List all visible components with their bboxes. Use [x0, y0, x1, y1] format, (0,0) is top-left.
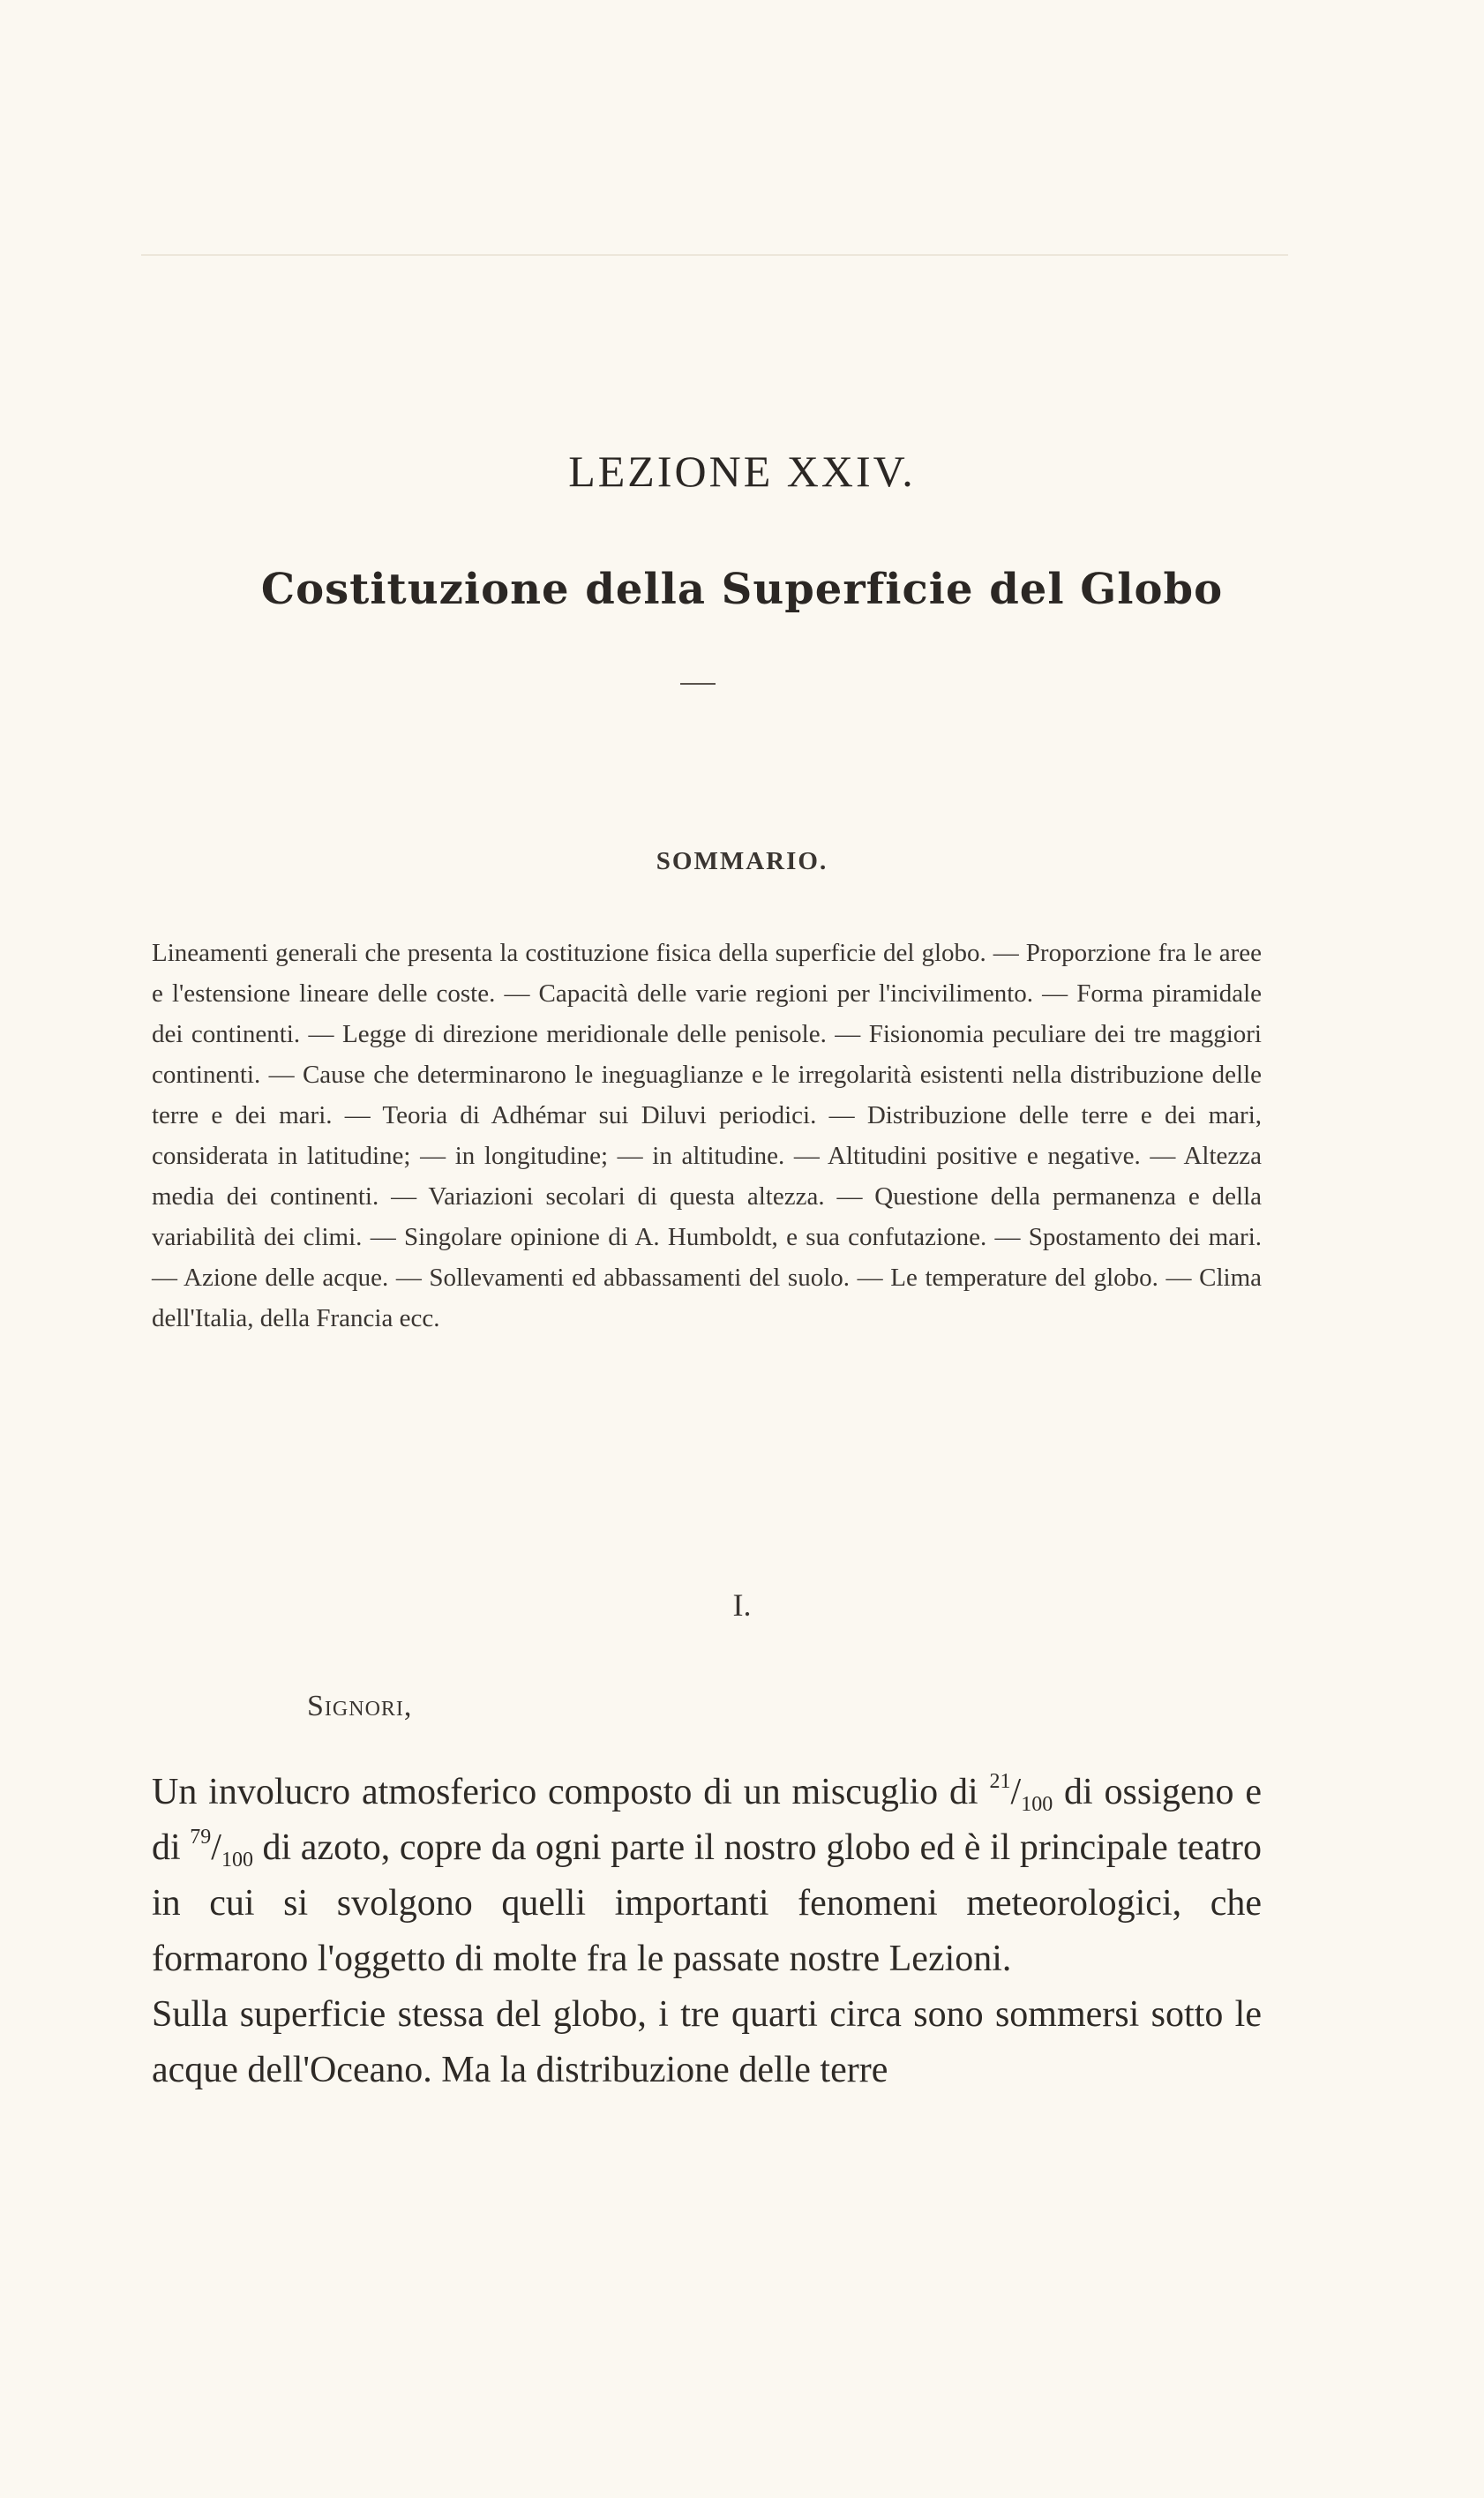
- summary-text: Lineamenti generali che presenta la costituzione fisica della superficie del globo. — Proporzione fra le aree e l'estensione lineare delle coste. — Capacità delle varie regioni per l'incivilimento. — Forma piramidale dei continenti. — Legge di direzione meridionale delle penisole. — Fisionomia peculiare dei tre maggiori continenti. — Cause che determinarono le ineguaglianze e le irregolarità esistenti nella distribuzione delle terre e dei mari. — Teoria di Adhémar sui Diluvi periodici. — Distribuzione delle terre e dei mari, considerata in latitudine; — in longitudine; — in altitudine. — Altitudini positive e negative. — Altezza media dei continenti. — Variazioni secolari di questa altezza. — Questione della permanenza e della variabilità dei climi. — Singolare opinione di A. Humboldt, e sua confutazione. — Spostamento dei mari. — Azione delle acque. — Sollevamenti ed abbassamenti del suolo. — Le temperature del globo. — Clima dell'Italia, della Francia ecc.: [152, 939, 1262, 1332]
- fraction-nitrogen: $^{79}/_{100}$: [190, 1826, 253, 1872]
- fraction-nitrogen-numerator: 79: [190, 1826, 212, 1849]
- lesson-subtitle: Costituzione della Superficie del Globo: [260, 565, 1224, 614]
- paragraph-1-part-c: di azoto, copre da ogni parte il nostro globo ed è il principale teatro in cui si svolgono quelli importanti fenomeni meteorologici, che formarono l'oggetto di molte fra le passate nostre Lezioni.: [152, 1827, 1262, 1979]
- body-text: [152, 1765, 1262, 2098]
- paragraph-2: Sulla superficie stessa del globo, i tre quarti circa sono sommersi sotto le acque dell'Oceano. Ma la distribuzione delle terre: [152, 1994, 1262, 2090]
- bleed-through-rule: [141, 254, 1288, 256]
- paragraph-1-part-a: Un involucro atmosferico composto di un miscuglio di: [152, 1772, 990, 1812]
- fraction-nitrogen-denominator: 100: [221, 1849, 253, 1872]
- paragraph-1: [152, 1765, 1262, 1987]
- fraction-oxygen-denominator: 100: [1021, 1793, 1053, 1816]
- fraction-oxygen: $^{21}/_{100}$: [989, 1770, 1053, 1816]
- title-divider: [680, 683, 716, 685]
- lesson-title: LEZIONE XXIV.: [568, 446, 916, 496]
- paragraph-1-part-b: di ossigeno e di: [152, 1772, 1263, 1868]
- section-number: I.: [732, 1587, 752, 1623]
- fraction-oxygen-numerator: 21: [989, 1770, 1011, 1793]
- salutation: Signori,: [307, 1690, 413, 1722]
- summary-heading: SOMMARIO.: [656, 847, 828, 875]
